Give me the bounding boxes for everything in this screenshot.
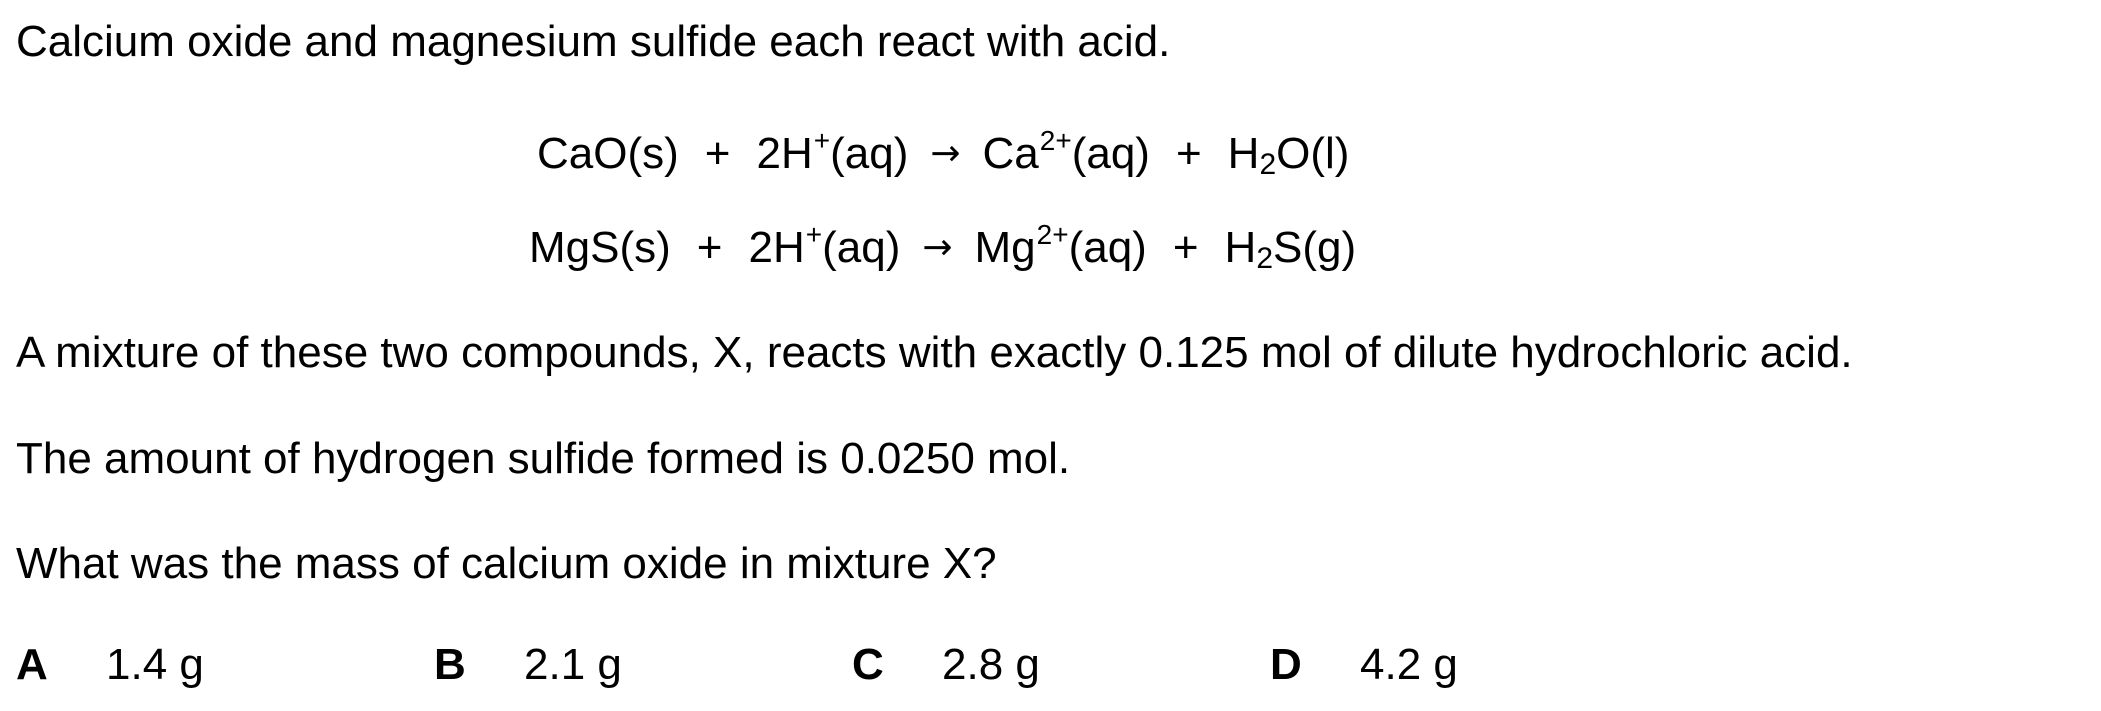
sulfide-statement: The amount of hydrogen sulfide formed is 0.0250 mol. [16, 434, 1071, 483]
eq-product: H [1224, 223, 1257, 272]
eq-charge: 2+ [1036, 219, 1069, 250]
eq-reactant: 2H [756, 129, 813, 178]
mixture-statement: A mixture of these two compounds, X, reacts with exactly 0.125 mol of dilute hydrochloric acid. [16, 328, 1853, 377]
option-value: 4.2 g [1360, 640, 1458, 689]
eq-subscript: 2 [1259, 148, 1277, 181]
eq-reactant: MgS(s) [529, 223, 671, 272]
answer-option-d[interactable] [1270, 640, 1458, 689]
option-letter: D [1270, 640, 1302, 689]
eq-charge: 2+ [1039, 125, 1072, 156]
eq-plus: + [704, 129, 731, 178]
eq-product: Ca [982, 129, 1039, 178]
eq-charge: + [805, 219, 823, 250]
eq-subscript: 2 [1256, 242, 1273, 275]
intro-text: Calcium oxide and magnesium sulfide each react with acid. [16, 17, 1171, 66]
eq-state: (aq) [822, 223, 901, 272]
option-value: 2.1 g [524, 640, 622, 689]
eq-product: Mg [974, 223, 1036, 272]
option-value: 2.8 g [942, 640, 1040, 689]
reaction-arrow-icon: → [930, 133, 961, 174]
option-letter: A [16, 640, 48, 689]
option-value: 1.4 g [106, 640, 204, 689]
eq-state: (aq) [1071, 129, 1150, 178]
answer-option-b[interactable] [434, 640, 622, 689]
eq-state: (aq) [830, 129, 909, 178]
eq-product-tail: O(l) [1276, 129, 1350, 178]
eq-plus: + [1172, 223, 1199, 272]
eq-state: (aq) [1068, 223, 1147, 272]
answer-option-a[interactable] [16, 640, 204, 689]
equation-mgs [529, 219, 1357, 275]
question-prompt: What was the mass of calcium oxide in mixture X? [16, 539, 997, 588]
option-letter: B [434, 640, 466, 689]
eq-plus: + [696, 223, 723, 272]
answer-option-c[interactable] [852, 640, 1040, 689]
eq-product-tail: S(g) [1273, 223, 1357, 272]
eq-charge: + [813, 125, 831, 156]
eq-product: H [1227, 129, 1260, 178]
option-letter: C [852, 640, 884, 689]
equation-cao [537, 125, 1350, 181]
eq-reactant: 2H [748, 223, 805, 272]
eq-plus: + [1175, 129, 1202, 178]
eq-reactant: CaO(s) [537, 129, 679, 178]
reaction-arrow-icon: → [922, 227, 953, 268]
